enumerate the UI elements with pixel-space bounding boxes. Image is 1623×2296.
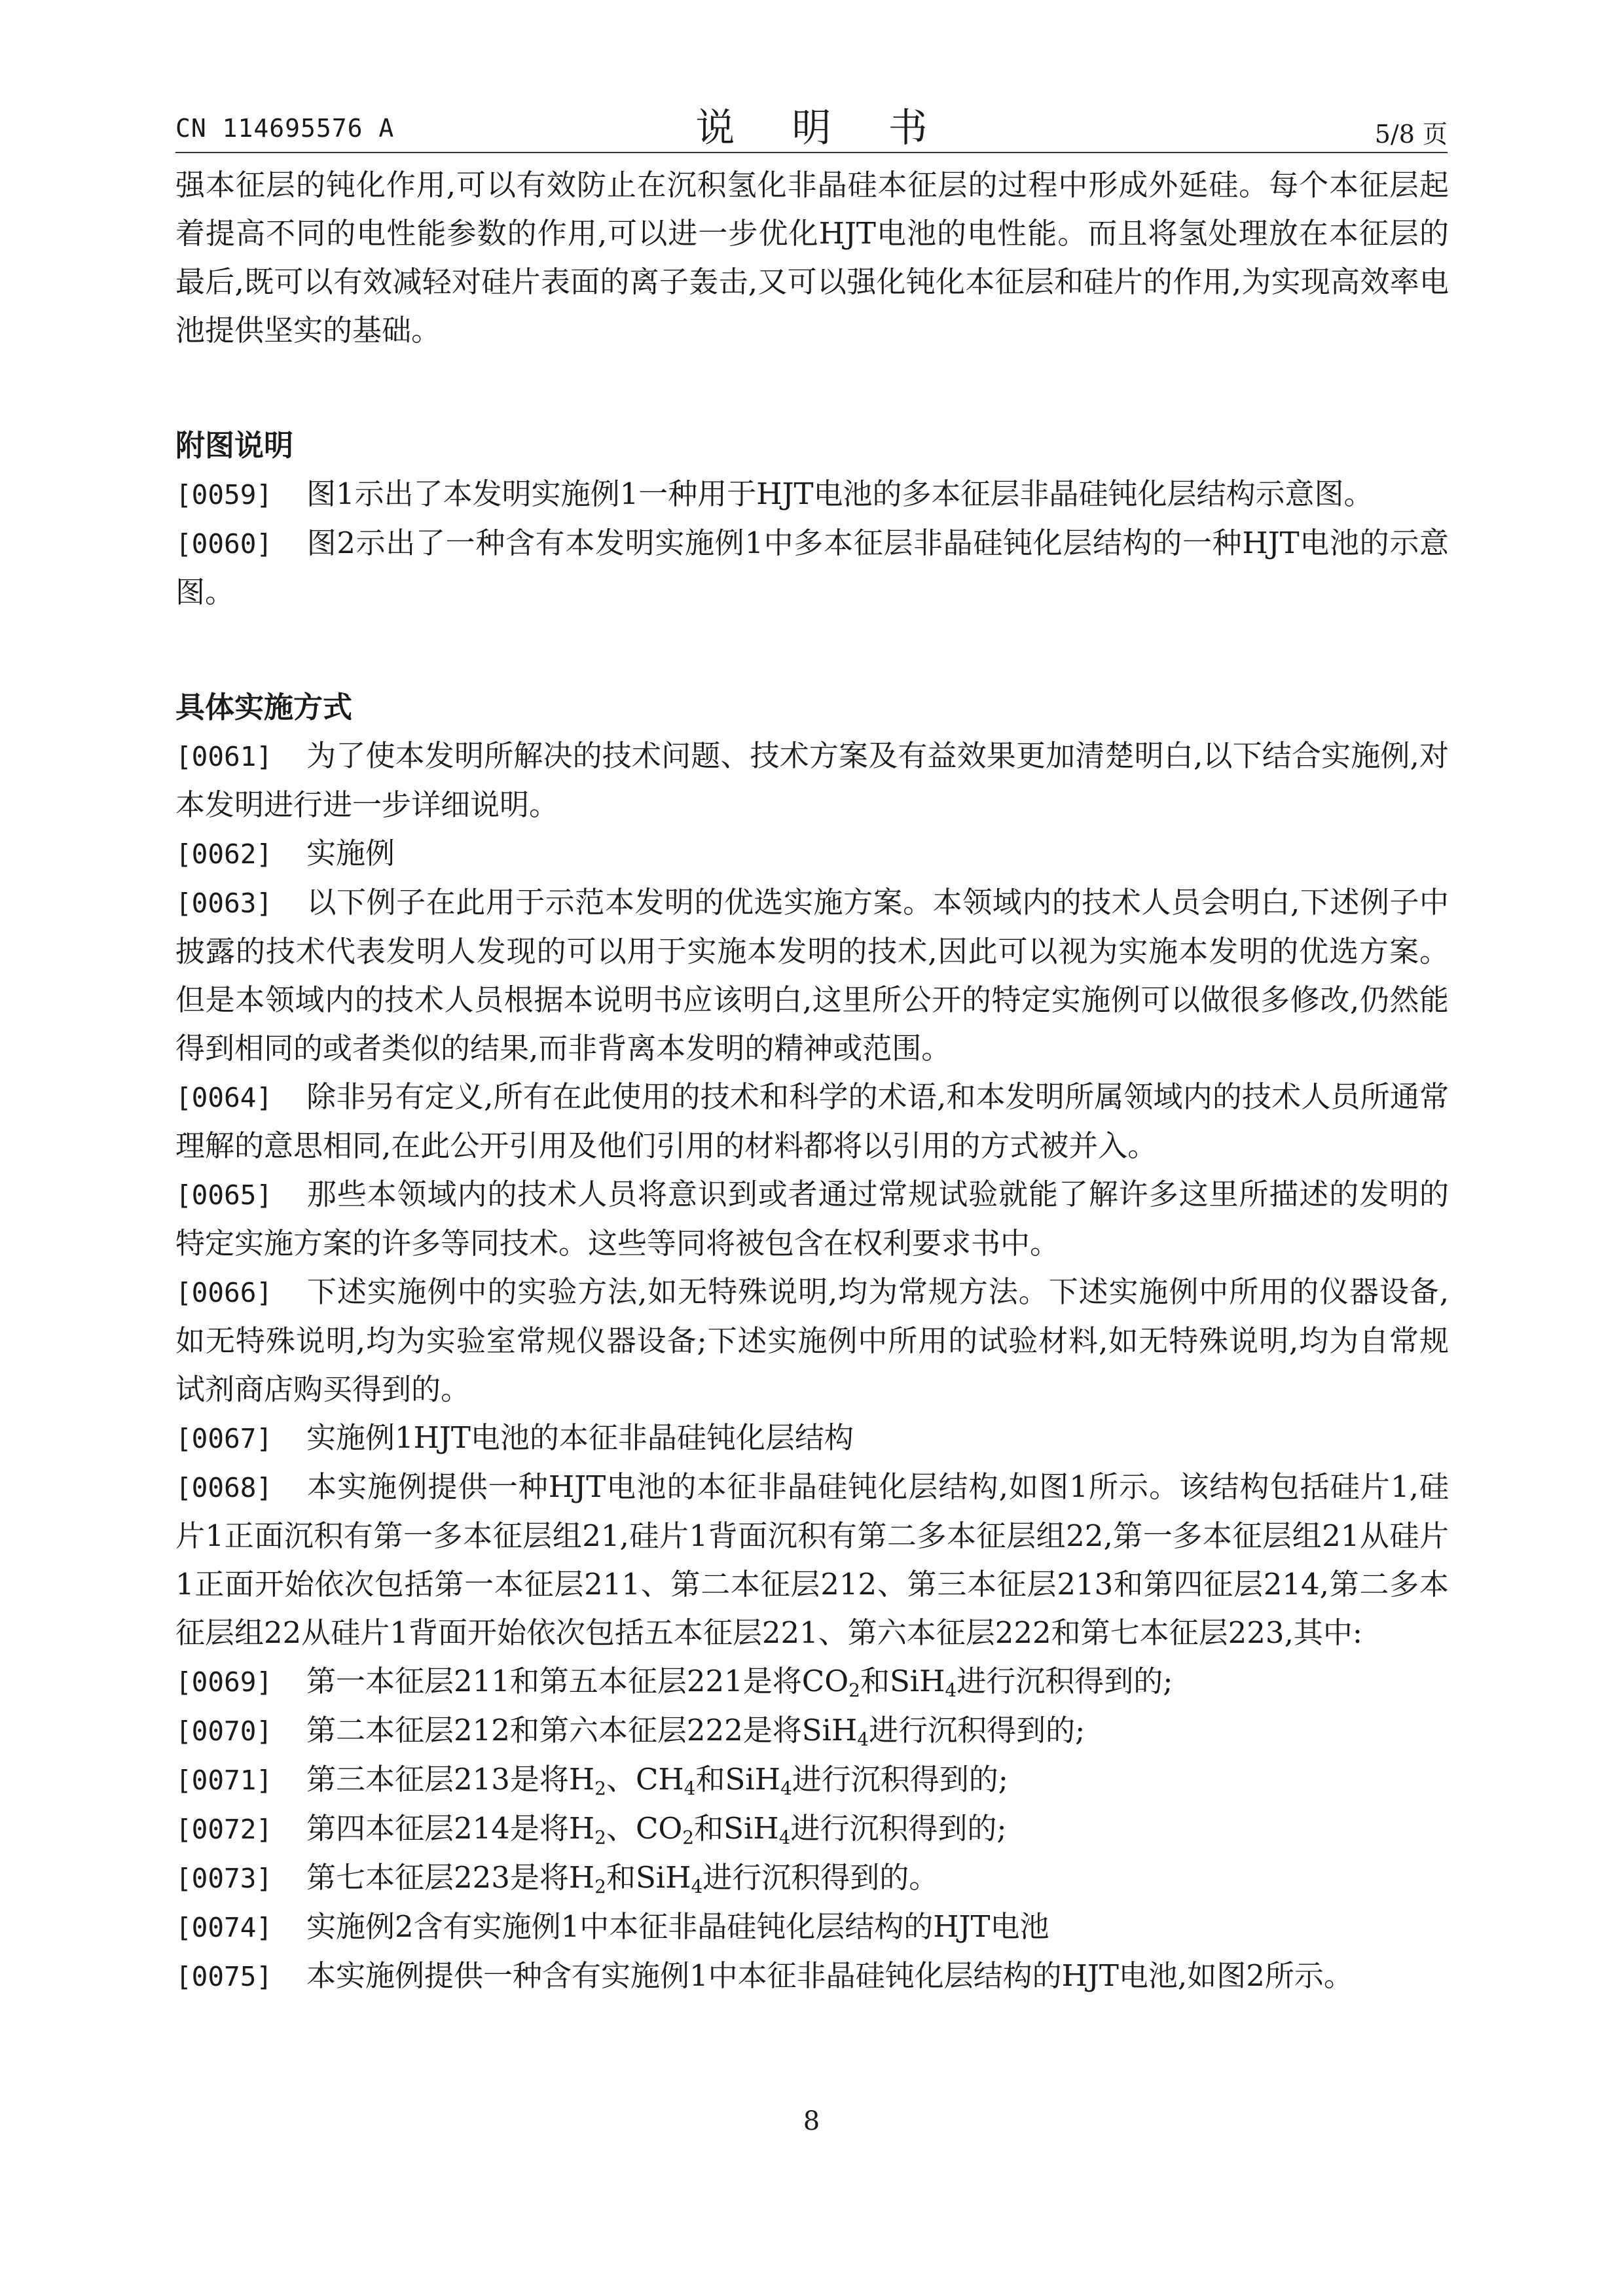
subscript: 4 — [857, 1729, 869, 1750]
paragraph-number: [0071] — [175, 1765, 273, 1796]
page-counter: 5/8 页 — [1374, 120, 1448, 149]
paragraph-text: 本实施例提供一种HJT电池的本征非晶硅钝化层结构,如图1所示。该结构包括硅片1,硅片1正面沉积有第一多本征层组21,硅片1背面沉积有第二多本征层组22,第一多本征层组21从硅片1正面开始依次包括第一本征层211、第二本征层212、第三本征层213和第四征层214,第二多本征层组22从硅片1背面开始依次包括五本征层221、第六本征层222和第七本征层223,其中: — [175, 1469, 1449, 1650]
publication-number: CN 114695576 A — [175, 114, 395, 143]
text-part: 和SiH — [606, 1860, 691, 1895]
paragraph-number: [0075] — [175, 1961, 273, 1992]
paragraph-0068 — [175, 1463, 1449, 1657]
paragraph-0060 — [175, 519, 1449, 617]
paragraph-number: [0059] — [175, 479, 273, 511]
paragraph-number: [0066] — [175, 1277, 273, 1308]
paragraph-text: 图2示出了一种含有本发明实施例1中多本征层非晶硅钝化层结构的一种HJT电池的示意图。 — [175, 526, 1449, 609]
paragraph-0059 — [175, 470, 1449, 519]
subscript: 2 — [682, 1827, 695, 1848]
page-number: 8 — [803, 2106, 820, 2136]
paragraph-number: [0061] — [175, 741, 273, 772]
paragraph-number: [0064] — [175, 1082, 273, 1113]
paragraph-0063 — [175, 878, 1449, 1073]
paragraph-text: 实施例1HJT电池的本征非晶硅钝化层结构 — [306, 1420, 854, 1455]
paragraph-0065 — [175, 1170, 1449, 1268]
text-part: 进行沉积得到的。 — [702, 1860, 939, 1895]
paragraph-0066 — [175, 1268, 1449, 1414]
paragraph-number: [0067] — [175, 1423, 273, 1454]
paragraph-0064 — [175, 1073, 1449, 1170]
paragraph-number: [0070] — [175, 1715, 273, 1747]
page-header — [175, 97, 1448, 149]
text-part: 第一本征层211和第五本征层221是将CO — [306, 1664, 849, 1698]
paragraph-number: [0074] — [175, 1912, 273, 1943]
paragraph-number: [0068] — [175, 1472, 273, 1503]
paragraph-0071 — [175, 1755, 1449, 1804]
text-part: 和SiH — [860, 1664, 945, 1698]
paragraph-text: 那些本领域内的技术人员将意识到或者通过常规试验就能了解许多这里所描述的发明的特定实施方案的许多等同技术。这些等同将被包含在权利要求书中。 — [175, 1177, 1449, 1261]
paragraph-text: 以下例子在此用于示范本发明的优选实施方案。本领域内的技术人员会明白,下述例子中披露的技术代表发明人发现的可以用于实施本发明的技术,因此可以视为实施本发明的优选方案。但是本领域内的技术人员根据本说明书应该明白,这里所公开的特定实施例可以做很多修改,仍然能得到相同的或者类似的结果,而非背离本发明的精神或范围。 — [175, 885, 1449, 1066]
paragraph-text: 本实施例提供一种含有实施例1中本征非晶硅钝化层结构的HJT电池,如图2所示。 — [306, 1958, 1353, 1993]
text-part: 进行沉积得到的; — [790, 1811, 1007, 1846]
paragraph-text: 为了使本发明所解决的技术问题、技术方案及有益效果更加清楚明白,以下结合实施例,对本发明进行进一步详细说明。 — [175, 738, 1449, 822]
paragraph-0072 — [175, 1804, 1449, 1854]
subscript: 2 — [594, 1827, 606, 1848]
paragraph-0061 — [175, 732, 1449, 829]
text-part: 、CO — [606, 1811, 683, 1846]
document-title: 说 明 书 — [695, 105, 950, 151]
text-part: 进行沉积得到的; — [869, 1713, 1085, 1748]
paragraph-0074 — [175, 1903, 1449, 1952]
subscript: 2 — [594, 1876, 606, 1897]
text-part: 进行沉积得到的; — [957, 1664, 1173, 1698]
paragraph-text: 实施例2含有实施例1中本征非晶硅钝化层结构的HJT电池 — [306, 1909, 1049, 1944]
text-part: 、CH — [606, 1762, 684, 1797]
subscript: 4 — [780, 1778, 792, 1799]
intro-paragraph: 强本征层的钝化作用,可以有效防止在沉积氢化非晶硅本征层的过程中形成外延硅。每个本征层起着提高不同的电性能参数的作用,可以进一步优化HJT电池的电性能。而且将氢处理放在本征层的最后,既可以有效减轻对硅片表面的离子轰击,又可以强化钝化本征层和硅片的作用,为实现高效率电池提供坚实的基础。 — [175, 168, 1449, 348]
paragraph-number: [0073] — [175, 1863, 273, 1894]
subscript: 2 — [594, 1778, 606, 1799]
header-rule — [175, 152, 1448, 153]
text-part: 和SiH — [695, 1762, 780, 1797]
paragraph-number: [0065] — [175, 1179, 273, 1211]
subscript: 2 — [848, 1679, 860, 1701]
paragraph-0070 — [175, 1706, 1449, 1755]
paragraph-0062 — [175, 829, 1449, 878]
subscript: 4 — [778, 1827, 791, 1848]
paragraph-0069 — [175, 1657, 1449, 1706]
paragraph-text: 下述实施例中的实验方法,如无特殊说明,均为常规方法。下述实施例中所用的仪器设备,如无特殊说明,均为实验室常规仪器设备;下述实施例中所用的试验材料,如无特殊说明,均为自常规试剂商店购买得到的。 — [175, 1274, 1449, 1407]
paragraph-text: 实施例 — [306, 836, 395, 870]
paragraph-0067 — [175, 1414, 1449, 1463]
text-part: 第三本征层213是将H — [306, 1762, 595, 1797]
text-part: 第七本征层223是将H — [306, 1860, 595, 1895]
text-part: 和SiH — [694, 1811, 779, 1846]
paragraph-number: [0072] — [175, 1814, 273, 1845]
paragraph-text: 图1示出了本发明实施例1一种用于HJT电池的多本征层非晶硅钝化层结构示意图。 — [306, 476, 1374, 511]
subscript: 4 — [945, 1679, 957, 1701]
section-heading-embodiments: 具体实施方式 — [175, 690, 353, 725]
paragraph-number: [0060] — [175, 528, 273, 560]
paragraph-number: [0062] — [175, 838, 273, 870]
text-part: 进行沉积得到的; — [792, 1762, 1008, 1797]
text-part: 第四本征层214是将H — [306, 1811, 595, 1846]
paragraph-0073 — [175, 1854, 1449, 1903]
subscript: 4 — [691, 1876, 703, 1897]
paragraph-0075 — [175, 1952, 1449, 2001]
paragraph-text: 除非另有定义,所有在此使用的技术和科学的术语,和本发明所属领域内的技术人员所通常理解的意思相同,在此公开引用及他们引用的材料都将以引用的方式被并入。 — [175, 1079, 1449, 1163]
section-heading-figures: 附图说明 — [175, 428, 294, 463]
subscript: 4 — [684, 1778, 696, 1799]
paragraph-number: [0069] — [175, 1666, 273, 1698]
document-body — [175, 161, 1449, 2001]
paragraph-number: [0063] — [175, 888, 273, 919]
text-part: 第二本征层212和第六本征层222是将SiH — [306, 1713, 858, 1748]
